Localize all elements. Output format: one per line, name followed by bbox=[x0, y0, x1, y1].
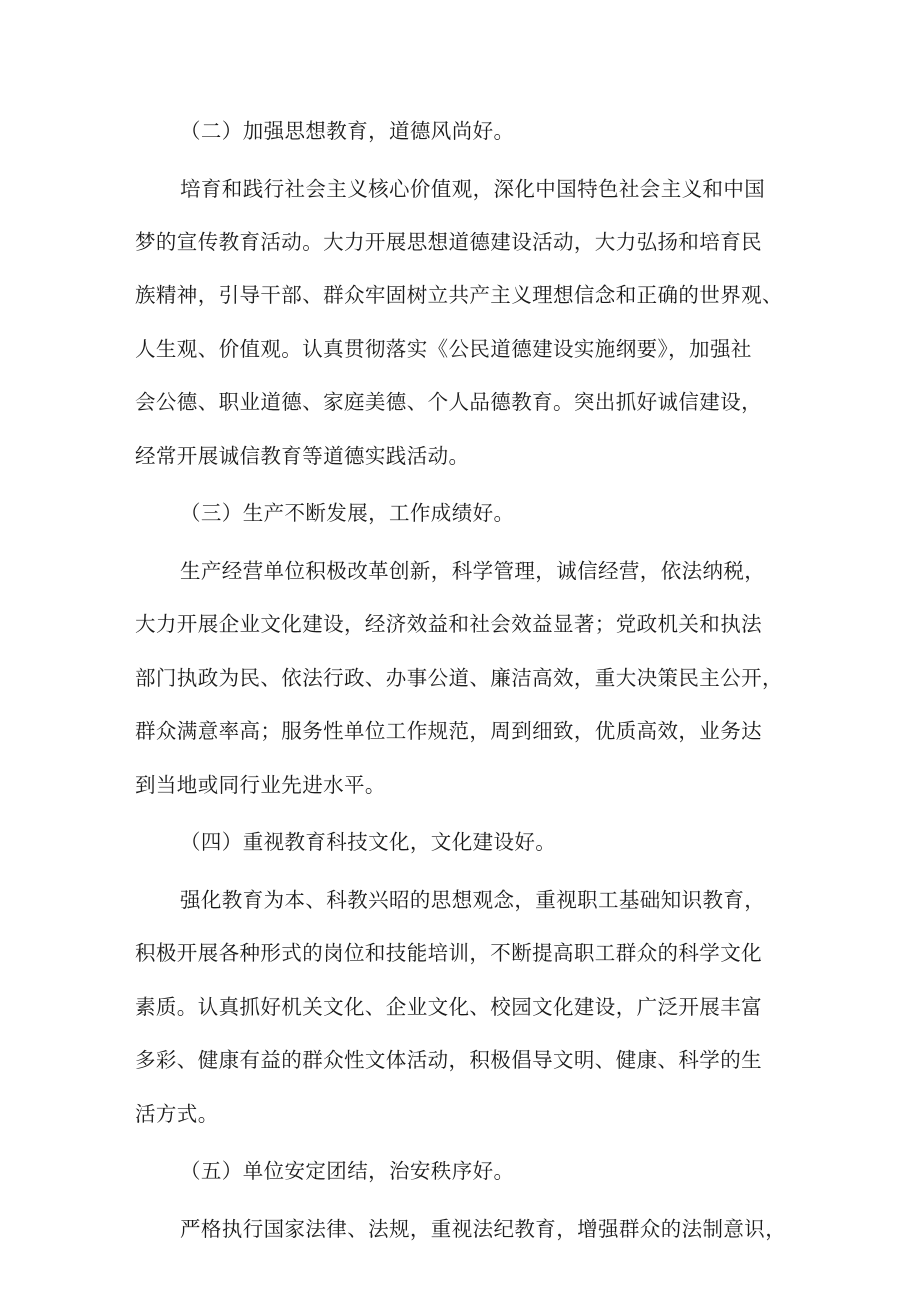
paragraph-line: 会公德、职业道德、家庭美德、个人品德教育。突出抓好诚信建设， bbox=[135, 390, 762, 414]
section-heading-2: （二）加强思想教育，道德风尚好。 bbox=[180, 119, 515, 143]
paragraph-line: 素质。认真抓好机关文化、企业文化、校园文化建设，广泛开展丰富 bbox=[135, 995, 762, 1019]
paragraph-line: 群众满意率高；服务性单位工作规范，周到细致，优质高效，业务达 bbox=[135, 719, 762, 743]
section-heading-5: （五）单位安定团结，治安秩序好。 bbox=[180, 1159, 515, 1183]
section-heading-3: （三）生产不断发展，工作成绩好。 bbox=[180, 501, 515, 525]
paragraph-line: 到当地或同行业先进水平。 bbox=[135, 773, 386, 797]
paragraph-line: 活方式。 bbox=[135, 1102, 219, 1126]
paragraph-line: 经常开展诚信教育等道德实践活动。 bbox=[135, 444, 470, 468]
paragraph-line: 大力开展企业文化建设，经济效益和社会效益显著；党政机关和执法 bbox=[135, 612, 762, 636]
paragraph-line: 强化教育为本、科教兴昭的思想观念，重视职工基础知识教育， bbox=[180, 888, 766, 912]
paragraph-line: 族精神，引导干部、群众牢固树立共产主义理想信念和正确的世界观、 bbox=[135, 283, 783, 307]
paragraph-line: 梦的宣传教育活动。大力开展思想道德建设活动，大力弘扬和培育民 bbox=[135, 230, 762, 254]
paragraph-line: 部门执政为民、依法行政、办事公道、廉洁高效，重大决策民主公开， bbox=[135, 666, 783, 690]
paragraph-line: 人生观、价值观。认真贯彻落实《公民道德建设实施纲要》，加强社 bbox=[135, 337, 752, 361]
section-heading-4: （四）重视教育科技文化，文化建设好。 bbox=[180, 830, 557, 854]
paragraph-line: 生产经营单位积极改革创新，科学管理，诚信经营，依法纳税， bbox=[180, 559, 766, 583]
paragraph-line: 培育和践行社会主义核心价值观，深化中国特色社会主义和中国 bbox=[180, 177, 766, 201]
paragraph-line: 积极开展各种形式的岗位和技能培训，不断提高职工群众的科学文化 bbox=[135, 941, 762, 965]
paragraph-line: 严格执行国家法律、法规，重视法纪教育，增强群众的法制意识， bbox=[180, 1217, 787, 1241]
paragraph-line: 多彩、健康有益的群众性文体活动，积极倡导文明、健康、科学的生 bbox=[135, 1048, 762, 1072]
